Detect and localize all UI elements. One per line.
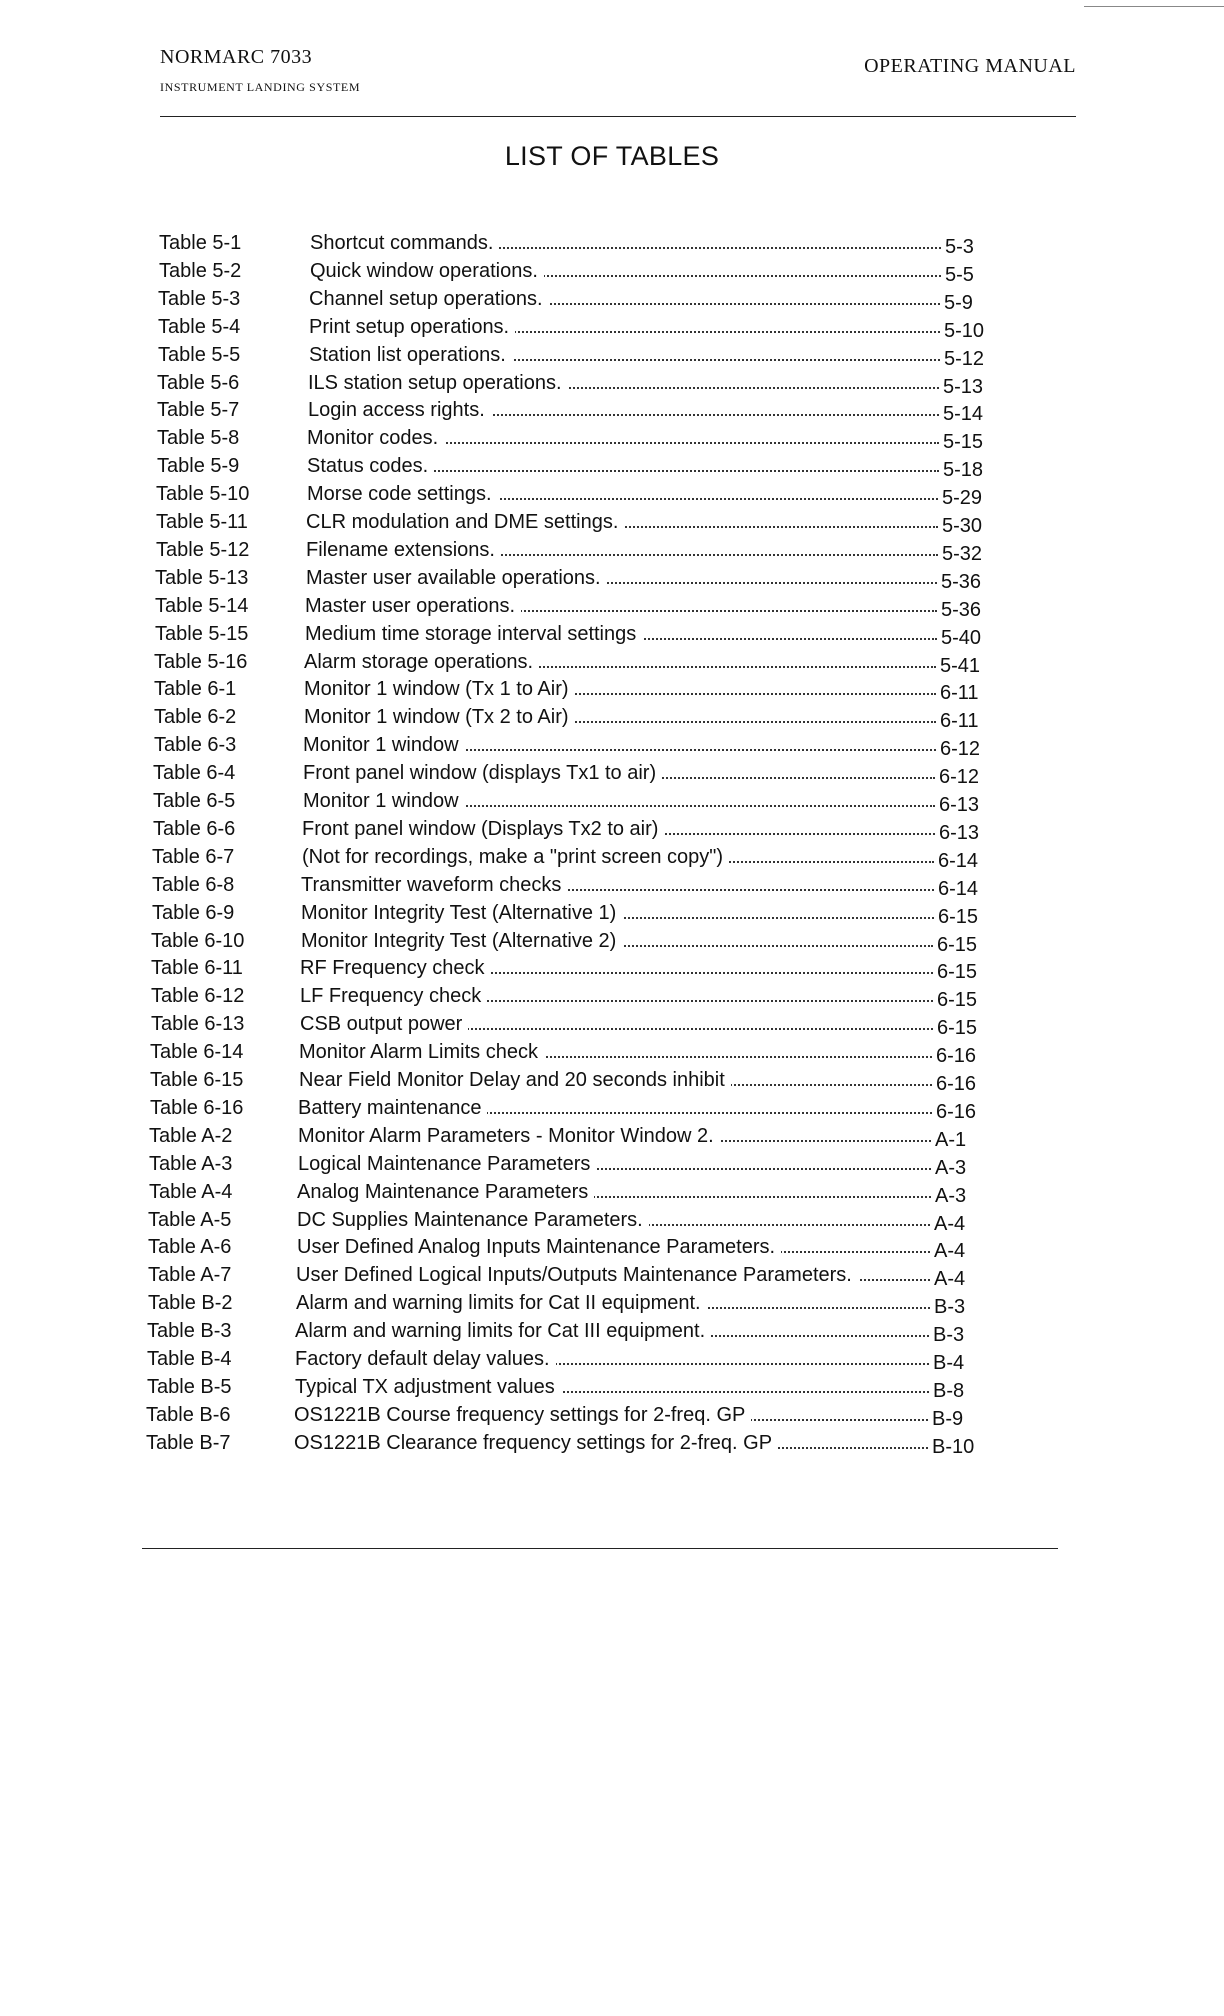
table-title-text: Front panel window (displays Tx1 to air) <box>303 762 662 784</box>
page-number: 6-11 <box>940 710 979 732</box>
table-number: Table 6-12 <box>151 985 245 1007</box>
table-title-text: Station list operations. <box>309 344 512 366</box>
table-title-text: OS1221B Clearance frequency settings for 2-freq. GP <box>294 1432 778 1454</box>
table-title <box>306 565 937 591</box>
list-item <box>0 816 1224 842</box>
page-number: 5-30 <box>942 515 983 537</box>
table-title <box>303 732 936 758</box>
table-title <box>304 649 936 675</box>
table-title-text: Alarm and warning limits for Cat III equipment. <box>295 1320 711 1342</box>
table-number: Table 5-12 <box>156 539 250 561</box>
table-title-text: Battery maintenance <box>298 1097 487 1119</box>
manual-name: OPERATING MANUAL <box>864 55 1076 77</box>
table-number: Table 5-4 <box>158 316 241 338</box>
table-number: Table B-3 <box>147 1320 232 1342</box>
list-item <box>0 342 1224 368</box>
table-title <box>307 425 939 451</box>
table-title <box>300 1011 933 1037</box>
table-number: Table 6-8 <box>152 874 235 896</box>
table-number: Table A-5 <box>148 1209 232 1231</box>
table-title <box>299 1067 932 1093</box>
list-item <box>0 537 1224 563</box>
table-title-text: Alarm and warning limits for Cat II equipment. <box>296 1292 707 1314</box>
table-title-text: Transmitter waveform checks <box>301 874 567 896</box>
table-number: Table 5-2 <box>159 260 242 282</box>
table-title <box>304 704 936 730</box>
page-number: B-10 <box>932 1436 975 1458</box>
table-number: Table 5-3 <box>158 288 241 310</box>
list-item <box>0 453 1224 479</box>
list-item <box>0 565 1224 591</box>
table-title-text: Print setup operations. <box>309 316 515 338</box>
page-number: 5-36 <box>941 571 982 593</box>
table-number: Table 5-10 <box>156 483 250 505</box>
table-title <box>303 760 935 786</box>
table-title-text: ILS station setup operations. <box>308 372 568 394</box>
page-number: 5-40 <box>941 627 982 649</box>
table-title-text: Logical Maintenance Parameters <box>298 1153 596 1175</box>
list-item <box>0 481 1224 507</box>
table-title <box>294 1402 928 1428</box>
table-title-text: Monitor Integrity Test (Alternative 1) <box>301 902 622 924</box>
page-number: 5-9 <box>944 292 973 314</box>
table-title <box>309 314 940 340</box>
list-item <box>0 1039 1224 1065</box>
list-item <box>0 760 1224 786</box>
page-number: 6-12 <box>940 738 981 760</box>
table-title-text: Login access rights. <box>308 399 491 421</box>
table-number: Table 6-5 <box>153 790 236 812</box>
table-number: Table B-2 <box>148 1292 233 1314</box>
page-number: A-1 <box>935 1129 967 1151</box>
table-number: Table 6-3 <box>154 734 237 756</box>
product-subtitle: INSTRUMENT LANDING SYSTEM <box>160 80 361 94</box>
table-title-text: Front panel window (Displays Tx2 to air) <box>302 818 664 840</box>
header-rule <box>160 116 1076 117</box>
table-title-text: Master user operations. <box>305 595 521 617</box>
table-title-text: Monitor Integrity Test (Alternative 2) <box>301 930 622 952</box>
page-number: 6-15 <box>938 906 979 928</box>
table-number: Table B-6 <box>146 1404 231 1426</box>
table-number: Table 6-15 <box>150 1069 244 1091</box>
table-title <box>304 676 936 702</box>
table-title <box>307 481 938 507</box>
table-title <box>295 1318 929 1344</box>
table-number: Table B-4 <box>147 1348 232 1370</box>
table-title <box>305 621 937 647</box>
list-item <box>0 1262 1224 1288</box>
list-item <box>0 676 1224 702</box>
table-title <box>301 872 934 898</box>
page-number: A-3 <box>935 1157 967 1179</box>
page-number: 5-10 <box>944 320 985 342</box>
table-title-text: Shortcut commands. <box>310 232 499 254</box>
table-title <box>296 1290 930 1316</box>
table-number: Table 6-1 <box>154 678 237 700</box>
list-item <box>0 955 1224 981</box>
list-item <box>0 649 1224 675</box>
table-number: Table A-4 <box>149 1181 233 1203</box>
page-number: 5-15 <box>943 431 984 453</box>
list-item <box>0 704 1224 730</box>
table-number: Table 5-15 <box>155 623 249 645</box>
table-number: Table 5-5 <box>158 344 241 366</box>
table-title-text: Channel setup operations. <box>309 288 549 310</box>
scan-edge-line <box>1084 6 1224 7</box>
table-title <box>299 1039 932 1065</box>
page-number: 6-14 <box>938 850 979 872</box>
list-item <box>0 928 1224 954</box>
table-title <box>297 1207 930 1233</box>
page-number: 6-13 <box>939 794 980 816</box>
table-title-text: Near Field Monitor Delay and 20 seconds inhibit <box>299 1069 731 1091</box>
list-item <box>0 1374 1224 1400</box>
table-title <box>298 1095 932 1121</box>
table-number: Table 6-2 <box>154 706 237 728</box>
page-number: B-3 <box>934 1296 966 1318</box>
page-number: A-4 <box>934 1213 966 1235</box>
page-number: 5-13 <box>943 376 984 398</box>
table-title-text: CSB output power <box>300 1013 468 1035</box>
table-number: Table 5-9 <box>157 455 240 477</box>
table-number: Table 6-16 <box>150 1097 244 1119</box>
table-title-text: Monitor Alarm Parameters - Monitor Window 2. <box>298 1125 720 1147</box>
table-title-text: Monitor 1 window <box>303 790 465 812</box>
table-number: Table A-3 <box>149 1153 233 1175</box>
table-title-text: Medium time storage interval settings <box>305 623 642 645</box>
list-item <box>0 425 1224 451</box>
table-title <box>301 900 934 926</box>
page-number: B-8 <box>933 1380 965 1402</box>
table-number: Table A-6 <box>148 1236 232 1258</box>
table-title-text: Morse code settings. <box>307 483 498 505</box>
page-number: 5-18 <box>943 459 984 481</box>
list-item <box>0 872 1224 898</box>
table-number: Table 5-8 <box>157 427 240 449</box>
page-number: 5-32 <box>942 543 983 565</box>
table-title-text: OS1221B Course frequency settings for 2-freq. GP <box>294 1404 751 1426</box>
table-number: Table 5-7 <box>157 399 240 421</box>
page-number: 6-11 <box>940 682 979 704</box>
table-number: Table 5-13 <box>155 567 249 589</box>
table-number: Table A-2 <box>149 1125 233 1147</box>
page-number: A-4 <box>934 1240 966 1262</box>
table-number: Table 5-14 <box>155 595 249 617</box>
table-title <box>297 1179 931 1205</box>
table-title <box>300 955 933 981</box>
list-item <box>0 1179 1224 1205</box>
list-item <box>0 258 1224 284</box>
table-title-text: Quick window operations. <box>310 260 544 282</box>
table-title <box>308 397 939 423</box>
page-number: 6-15 <box>937 961 978 983</box>
table-title <box>303 788 935 814</box>
table-number: Table 6-14 <box>150 1041 244 1063</box>
table-title-text: Analog Maintenance Parameters <box>297 1181 594 1203</box>
page-number: 5-36 <box>941 599 982 621</box>
table-title <box>302 816 935 842</box>
page-number: 5-41 <box>940 655 981 677</box>
table-title-text: CLR modulation and DME settings. <box>306 511 624 533</box>
list-item <box>0 1011 1224 1037</box>
page-number: 6-15 <box>937 989 978 1011</box>
table-title <box>310 230 941 256</box>
page-number: 6-16 <box>936 1101 977 1123</box>
table-title <box>301 928 933 954</box>
table-title-text: Monitor codes. <box>307 427 444 449</box>
list-item <box>0 732 1224 758</box>
page-number: B-3 <box>933 1324 965 1346</box>
page-number: 6-12 <box>939 766 980 788</box>
table-number: Table 6-7 <box>152 846 235 868</box>
table-title <box>294 1430 928 1456</box>
list-item <box>0 509 1224 535</box>
table-number: Table 5-11 <box>156 511 248 533</box>
list-item <box>0 370 1224 396</box>
table-title <box>295 1346 929 1372</box>
table-number: Table 6-4 <box>153 762 236 784</box>
table-number: Table A-7 <box>148 1264 232 1286</box>
table-number: Table B-7 <box>146 1432 231 1454</box>
page-number: 6-13 <box>939 822 980 844</box>
table-title-text: LF Frequency check <box>300 985 487 1007</box>
table-title <box>306 509 938 535</box>
table-title-text: (Not for recordings, make a "print screen copy") <box>302 846 729 868</box>
table-title <box>307 453 939 479</box>
table-title-text: DC Supplies Maintenance Parameters. <box>297 1209 649 1231</box>
list-item <box>0 900 1224 926</box>
list-item <box>0 1290 1224 1316</box>
list-item <box>0 1430 1224 1456</box>
table-number: Table 6-6 <box>153 818 236 840</box>
table-title <box>308 370 939 396</box>
product-name: NORMARC 7033 <box>160 46 313 68</box>
table-title <box>300 983 933 1009</box>
table-title-text: Filename extensions. <box>306 539 501 561</box>
list-item <box>0 230 1224 256</box>
table-number: Table 5-16 <box>154 651 248 673</box>
table-title-text: User Defined Analog Inputs Maintenance Parameters. <box>297 1236 781 1258</box>
list-item <box>0 1318 1224 1344</box>
table-title-text: User Defined Logical Inputs/Outputs Maintenance Parameters. <box>296 1264 858 1286</box>
list-item <box>0 1095 1224 1121</box>
list-item <box>0 397 1224 423</box>
table-number: Table 6-11 <box>151 957 243 979</box>
page-number: 6-16 <box>936 1045 977 1067</box>
table-title-text: Monitor 1 window <box>303 734 465 756</box>
list-item <box>0 621 1224 647</box>
list-item <box>0 788 1224 814</box>
list-item <box>0 1402 1224 1428</box>
table-number: Table 5-1 <box>159 232 242 254</box>
table-number: Table 6-9 <box>152 902 235 924</box>
list-item <box>0 844 1224 870</box>
table-title <box>310 258 941 284</box>
table-title <box>309 286 940 312</box>
table-title <box>306 537 938 563</box>
table-title-text: Status codes. <box>307 455 434 477</box>
page-number: 6-14 <box>938 878 979 900</box>
page-number: 5-12 <box>944 348 985 370</box>
table-title-text: Monitor 1 window (Tx 1 to Air) <box>304 678 575 700</box>
table-title-text: RF Frequency check <box>300 957 491 979</box>
table-title <box>302 844 934 870</box>
table-title <box>309 342 940 368</box>
list-item <box>0 1151 1224 1177</box>
list-item <box>0 1346 1224 1372</box>
table-number: Table 6-13 <box>151 1013 245 1035</box>
page-title: LIST OF TABLES <box>504 141 720 171</box>
page-number: A-4 <box>934 1268 966 1290</box>
footer-rule <box>142 1548 1058 1549</box>
page-number: 5-14 <box>943 403 984 425</box>
table-title <box>305 593 937 619</box>
page-number: 6-15 <box>937 934 978 956</box>
list-item <box>0 314 1224 340</box>
table-title-text: Monitor Alarm Limits check <box>299 1041 544 1063</box>
table-title <box>297 1234 930 1260</box>
page-number: A-3 <box>935 1185 967 1207</box>
list-item <box>0 286 1224 312</box>
page-number: 5-29 <box>942 487 983 509</box>
table-title <box>298 1123 931 1149</box>
table-title-text: Alarm storage operations. <box>304 651 539 673</box>
table-title <box>296 1262 930 1288</box>
list-item <box>0 1234 1224 1260</box>
page-number: 6-16 <box>936 1073 977 1095</box>
list-item <box>0 1067 1224 1093</box>
table-title <box>298 1151 931 1177</box>
table-title <box>295 1374 929 1400</box>
page-number: 5-3 <box>945 236 974 258</box>
table-number: Table 5-6 <box>157 372 240 394</box>
list-item <box>0 983 1224 1009</box>
page-number: 6-15 <box>937 1017 978 1039</box>
list-item <box>0 1207 1224 1233</box>
page-number: B-4 <box>933 1352 965 1374</box>
page-number: B-9 <box>932 1408 964 1430</box>
page-number: 5-5 <box>945 264 974 286</box>
table-number: Table B-5 <box>147 1376 232 1398</box>
page-header <box>160 46 1076 116</box>
table-title-text: Factory default delay values. <box>295 1348 556 1370</box>
list-item <box>0 593 1224 619</box>
table-title-text: Master user available operations. <box>306 567 607 589</box>
table-title-text: Typical TX adjustment values <box>295 1376 561 1398</box>
list-item <box>0 1123 1224 1149</box>
table-title-text: Monitor 1 window (Tx 2 to Air) <box>304 706 575 728</box>
table-number: Table 6-10 <box>151 930 245 952</box>
